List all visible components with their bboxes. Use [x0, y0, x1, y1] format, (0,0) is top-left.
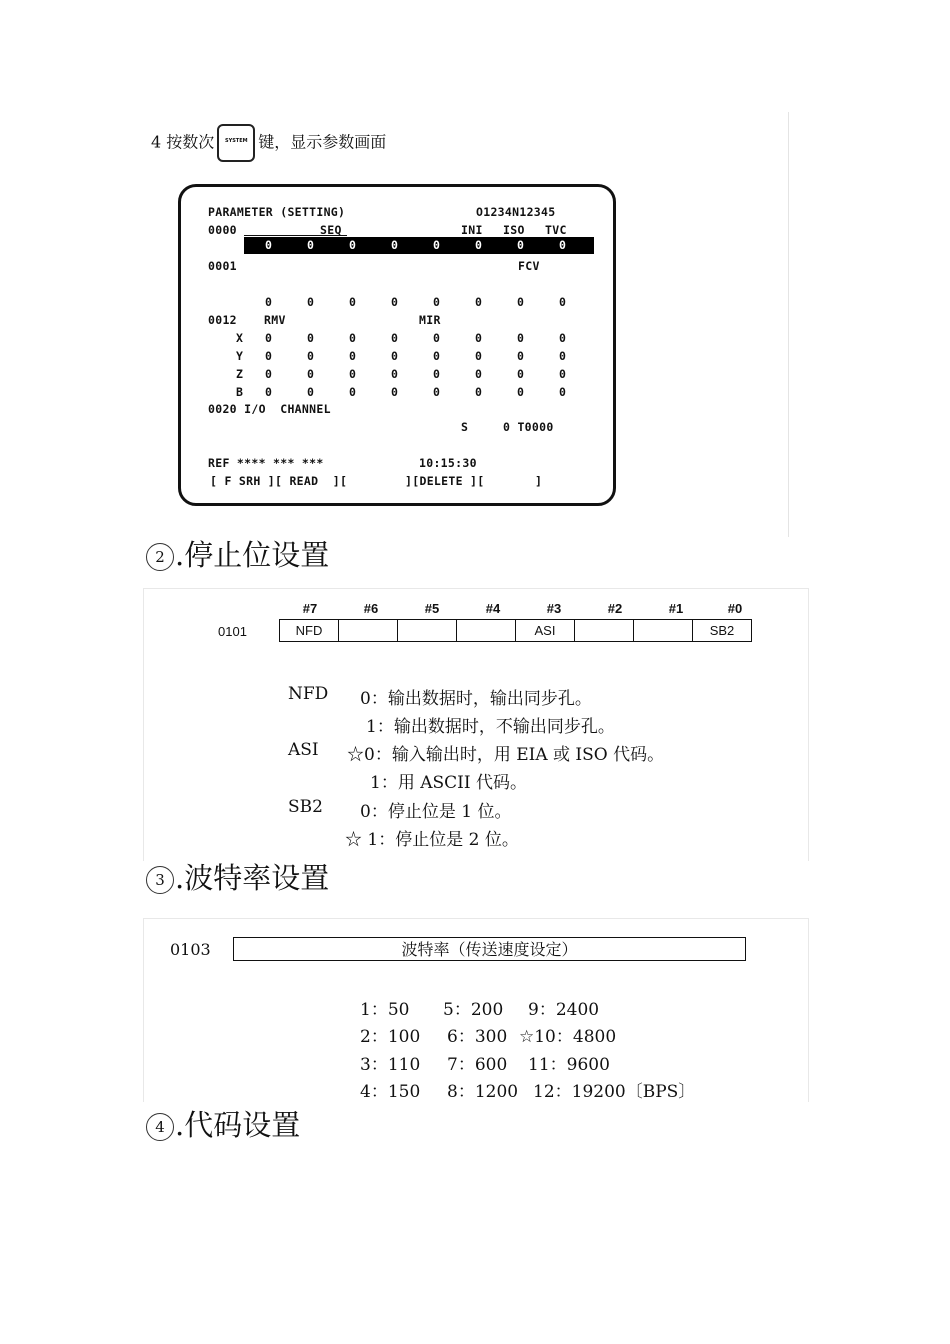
baud-option: 9：2400 — [528, 1000, 600, 1020]
heading-text: .波特率设置 — [175, 861, 330, 895]
desc-text: 1：用 ASCII 代码。 — [370, 773, 527, 793]
bit-cell: 0 — [559, 367, 567, 381]
bit-cell: 0 — [307, 385, 315, 399]
desc-text: ☆ 1：停止位是 2 位。 — [345, 830, 519, 850]
bit-cell: 0 — [559, 238, 566, 252]
bit-cell: 0 — [391, 349, 399, 363]
bit-cell: 0 — [517, 349, 525, 363]
step-text-after: 键，显示参数画面 — [258, 132, 387, 152]
param-iso-label: ISO — [503, 223, 525, 237]
bit-cell: 0 — [307, 331, 315, 345]
bit-cell: 0 — [475, 385, 483, 399]
bit-label: #4 — [485, 601, 501, 616]
baud-option: 8：1200 — [447, 1082, 519, 1102]
bit-cell: 0 — [265, 331, 273, 345]
param-tvc-label: TVC — [545, 223, 567, 237]
baud-option: 1：50 — [360, 1000, 410, 1020]
bit-cell-1 — [634, 620, 693, 642]
baud-option: 5：200 — [443, 1000, 504, 1020]
bit-cell: 0 — [349, 238, 356, 252]
soft-key-row: [ F SRH ][ READ ][ ][DELETE ][ ] — [210, 474, 543, 488]
param-0012-number: 0012 — [208, 313, 237, 327]
baud-rate-box: 波特率（传送速度设定） — [233, 937, 746, 961]
bit-cell: 0 — [559, 331, 567, 345]
desc-text: 1：输出数据时，不输出同步孔。 — [366, 717, 615, 737]
bit-cell: 0 — [433, 295, 441, 309]
bit-cell: 0 — [265, 295, 273, 309]
bit-cell: 0 — [559, 385, 567, 399]
bit-cell: 0 — [307, 367, 315, 381]
section-heading-code — [146, 1103, 300, 1144]
desc-name: ASI — [288, 740, 319, 760]
bit-cell: 0 — [433, 349, 441, 363]
register-number: 0101 — [218, 624, 247, 639]
axis-label: Z — [236, 367, 244, 381]
status-t: 0 T0000 — [503, 420, 554, 434]
bit-cell-7: NFD — [280, 620, 339, 642]
desc-text: 0：停止位是 1 位。 — [360, 802, 512, 822]
baud-option: ☆10：4800 — [519, 1027, 617, 1047]
register-number: 0103 — [170, 940, 211, 959]
desc-text: ☆0：输入输出时，用 EIA 或 ISO 代码。 — [347, 745, 665, 765]
bit-label: #3 — [546, 601, 562, 616]
desc-text: 0：输出数据时，输出同步孔。 — [360, 689, 592, 709]
bit-cell-5 — [398, 620, 457, 642]
baud-option: 6：300 — [447, 1027, 508, 1047]
bit-cell: 0 — [475, 238, 482, 252]
baud-option: 12：19200〔BPS〕 — [533, 1082, 696, 1102]
bit-cell: 0 — [391, 295, 399, 309]
heading-text: .停止位设置 — [175, 538, 330, 572]
bit-cell: 0 — [391, 385, 399, 399]
bit-cell: 0 — [349, 385, 357, 399]
bit-cell: 0 — [517, 238, 524, 252]
system-key-icon — [217, 124, 255, 162]
baud-option: 4：150 — [360, 1082, 421, 1102]
param-0000-number: 0000 — [208, 223, 237, 237]
param-0020-line: 0020 I/O CHANNEL — [208, 402, 331, 416]
bit-cell: 0 — [517, 367, 525, 381]
bit-cell: 0 — [349, 349, 357, 363]
bit-cell: 0 — [349, 331, 357, 345]
param-seq-label: SEQ — [320, 223, 342, 237]
bit-cell-3: ASI — [516, 620, 575, 642]
baud-option: 3：110 — [360, 1055, 421, 1075]
system-key-label: SYSTEM — [224, 138, 248, 144]
circled-number: 4 — [146, 1113, 174, 1141]
bit-cell-4 — [457, 620, 516, 642]
param-ini-label: INI — [461, 223, 483, 237]
desc-name: NFD — [288, 684, 329, 704]
bit-label: #0 — [727, 601, 743, 616]
bit-cell: 0 — [433, 331, 441, 345]
axis-label: X — [236, 331, 244, 345]
bit-cell: 0 — [475, 295, 483, 309]
bit-label: #5 — [424, 601, 440, 616]
bit-cell-0: SB2 — [693, 620, 752, 642]
bit-cell: 0 — [391, 331, 399, 345]
bit-cell: 0 — [349, 295, 357, 309]
bit-cell: 0 — [265, 349, 273, 363]
register-bit-table — [279, 619, 752, 642]
section-heading-stop-bit — [146, 533, 329, 574]
desc-name: SB2 — [288, 797, 323, 817]
bit-cell: 0 — [433, 367, 441, 381]
baud-option: 11：9600 — [528, 1055, 610, 1075]
step-text-before: 按数次 — [166, 132, 215, 152]
bit-cell-6 — [339, 620, 398, 642]
bit-cell: 0 — [307, 349, 315, 363]
bit-cell: 0 — [517, 385, 525, 399]
step-number: 4 — [151, 132, 162, 152]
baud-option: 2：100 — [360, 1027, 421, 1047]
step-4-instruction — [151, 124, 386, 162]
bit-cell: 0 — [349, 367, 357, 381]
cursor-highlight-row — [244, 237, 594, 254]
clock-time: 10:15:30 — [419, 456, 477, 470]
heading-text: .代码设置 — [175, 1108, 301, 1142]
circled-number: 2 — [146, 543, 174, 571]
screen-title: PARAMETER (SETTING) — [208, 205, 346, 219]
axis-label: Y — [236, 349, 244, 363]
bit-cell: 0 — [517, 295, 525, 309]
bit-cell: 0 — [391, 367, 399, 381]
bit-label: #2 — [607, 601, 623, 616]
bit-cell: 0 — [391, 238, 398, 252]
bit-cell: 0 — [475, 367, 483, 381]
param-mir-label: MIR — [419, 313, 441, 327]
status-s: S — [461, 420, 469, 434]
param-0001-number: 0001 — [208, 259, 237, 273]
param-fcv-label: FCV — [518, 259, 540, 273]
bit-cell: 0 — [433, 385, 441, 399]
axis-label: B — [236, 385, 244, 399]
screen-program-number: O1234N12345 — [476, 205, 556, 219]
section-heading-baud-rate — [146, 856, 329, 897]
bit-cell: 0 — [517, 331, 525, 345]
ref-line: REF **** *** *** — [208, 456, 324, 470]
bit-cell: 0 — [559, 349, 567, 363]
param-rmv-label: RMV — [264, 313, 286, 327]
bit-label: #1 — [668, 601, 684, 616]
bit-cell: 0 — [475, 331, 483, 345]
circled-number: 3 — [146, 866, 174, 894]
bit-cell-2 — [575, 620, 634, 642]
bit-cell: 0 — [265, 385, 273, 399]
bit-cell: 0 — [265, 367, 273, 381]
bit-cell: 0 — [559, 295, 567, 309]
bit-cell: 0 — [433, 238, 440, 252]
baud-option: 7：600 — [447, 1055, 508, 1075]
bit-label: #6 — [363, 601, 379, 616]
bit-cell: 0 — [265, 238, 272, 252]
bit-label: #7 — [302, 601, 318, 616]
bit-cell: 0 — [307, 295, 315, 309]
bit-cell: 0 — [475, 349, 483, 363]
bit-cell: 0 — [307, 238, 314, 252]
